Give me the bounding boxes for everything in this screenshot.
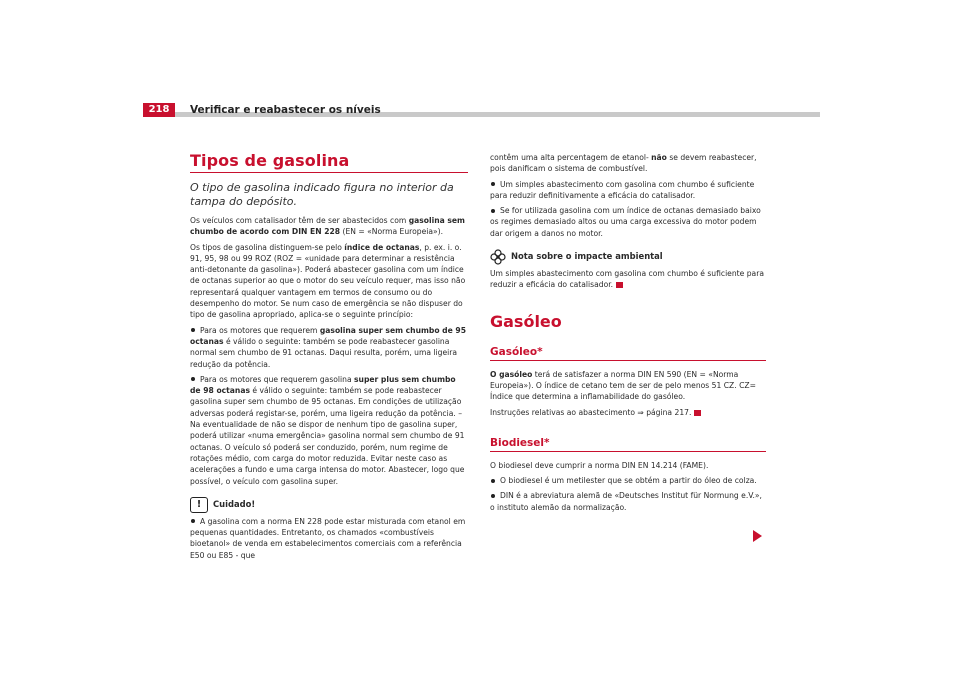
bullet-chumbo: Um simples abastecimento com gasolina com chumbo é suficiente para reduzir definitivamente a eficácia do catalisador. bbox=[490, 179, 755, 200]
bullet-95: Para os motores que requerem gasolina super sem chumbo de 95 octanas é válido o seguinte: também se pode reabastecer gasolina normal sem chumbo de 91 octanas. Daqui resulta, porém, uma ligeira redução da potência. bbox=[190, 325, 466, 369]
paragraph-instrucoes: Instruções relativas ao abastecimento ⇒ página 217. bbox=[490, 407, 766, 418]
page-number: 218 bbox=[143, 103, 175, 117]
header-title: Verificar e reabastecer os níveis bbox=[190, 104, 381, 116]
bullet-dot-icon bbox=[491, 494, 495, 498]
bullet-din: DIN é a abreviatura alemã de «Deutsches Institut für Normung e.V.», o instituto alemão da normalização. bbox=[490, 491, 762, 512]
section-heading-gasolina: Tipos de gasolina bbox=[190, 152, 468, 173]
paragraph-gasoleo: O gasóleo terá de satisfazer a norma DIN EN 590 (EN = «Norma Europeia»). O índice de cetano tem de ser de pelo menos 51 CZ. CZ= Índice que determina a inflamabilidade do gasóleo. bbox=[490, 369, 756, 402]
caution-icon: ! bbox=[190, 497, 208, 513]
paragraph-biodiesel: O biodiesel deve cumprir a norma DIN EN 14.214 (FAME). bbox=[490, 460, 709, 470]
bullet-dot-icon bbox=[191, 377, 195, 381]
paragraph-catalisador: Os veículos com catalisador têm de ser abastecidos com gasolina sem chumbo de acordo com DIN EN 228 (EN = «Norma Europeia»). bbox=[190, 216, 465, 237]
bullet-dot-icon bbox=[491, 479, 495, 483]
end-mark-icon bbox=[694, 410, 701, 416]
subheading-gasoleo: Gasóleo* bbox=[490, 345, 766, 361]
bullet-dot-icon bbox=[191, 328, 195, 332]
right-column bbox=[490, 152, 766, 517]
environment-note-text: Um simples abastecimento com gasolina com chumbo é suficiente para reduzir a eficácia do catalisador. bbox=[490, 269, 764, 290]
environment-note-title: Nota sobre o impacte ambiental bbox=[490, 249, 766, 265]
caution-title: ! Cuidado! bbox=[190, 497, 468, 513]
lead-text: O tipo de gasolina indicado figura no interior da tampa do depósito. bbox=[190, 181, 454, 208]
bullet-dot-icon bbox=[491, 209, 495, 213]
end-mark-icon bbox=[616, 282, 623, 288]
caution-text: A gasolina com a norma EN 228 pode estar misturada com etanol em pequenas quantidades. Entretanto, os chamados «combustíveis bioetanol» de venda em estabelecimentos comerciais com a referência E50 ou E85 - que bbox=[190, 516, 466, 560]
bullet-dot-icon bbox=[191, 519, 195, 523]
subheading-biodiesel: Biodiesel* bbox=[490, 436, 766, 452]
bullet-98: Para os motores que requerem gasolina super plus sem chumbo de 98 octanas é válido o seguinte: também se pode reabastecer gasolina super sem chumbo de 95 octanas. Em condições de utilização adversas poderá registar-se, porém, uma ligeira redução da potência. –Na eventualidade de não se dispor de nenhum tipo de gasolina super, poderá utilizar «numa emergência» gasolina normal sem chumbo de 91 octanas. O veículo só poderá ser conduzido, porém, num regime de rotações médio, com carga do motor reduzida. Evitar neste caso as acelerações a fundo e uma carga intensa do motor. Abastecer, logo que possível, o veículo com gasolina super. bbox=[190, 374, 465, 486]
section-heading-gasoleo: Gasóleo bbox=[490, 311, 562, 331]
paragraph-octanas: Os tipos de gasolina distinguem-se pelo índice de octanas, p. ex. i. o. 91, 95, 98 ou 99 ROZ (ROZ = «unidade para determinar a resistência anti-detonante da gasolina»). Poderá abastecer gasolina com um índice de octanas superior ao que o motor do seu veículo requer, mas isso não representará qualquer vantagem em termos de consumo ou do desempenho do motor. Se num caso de emergência se não dispuser do tipo de gasolina apropriado, aplica-se o seguinte princípio: bbox=[190, 242, 466, 320]
bullet-octanas-baixo: Se for utilizada gasolina com um índice de octanas demasiado baixo os regimes demasiado altos ou uma carga excessiva do motor podem dar origem a danos no motor. bbox=[490, 206, 761, 238]
bullet-metilester: O biodiesel é um metilester que se obtém a partir do óleo de colza. bbox=[490, 475, 766, 486]
environment-flower-icon bbox=[490, 249, 506, 265]
bullet-dot-icon bbox=[491, 182, 495, 186]
paragraph-etanol: contêm uma alta percentagem de etanol- não se devem reabastecer, pois danificam o sistema de combustível. bbox=[490, 153, 757, 174]
left-column bbox=[190, 152, 468, 565]
next-page-arrow-icon bbox=[753, 530, 762, 542]
